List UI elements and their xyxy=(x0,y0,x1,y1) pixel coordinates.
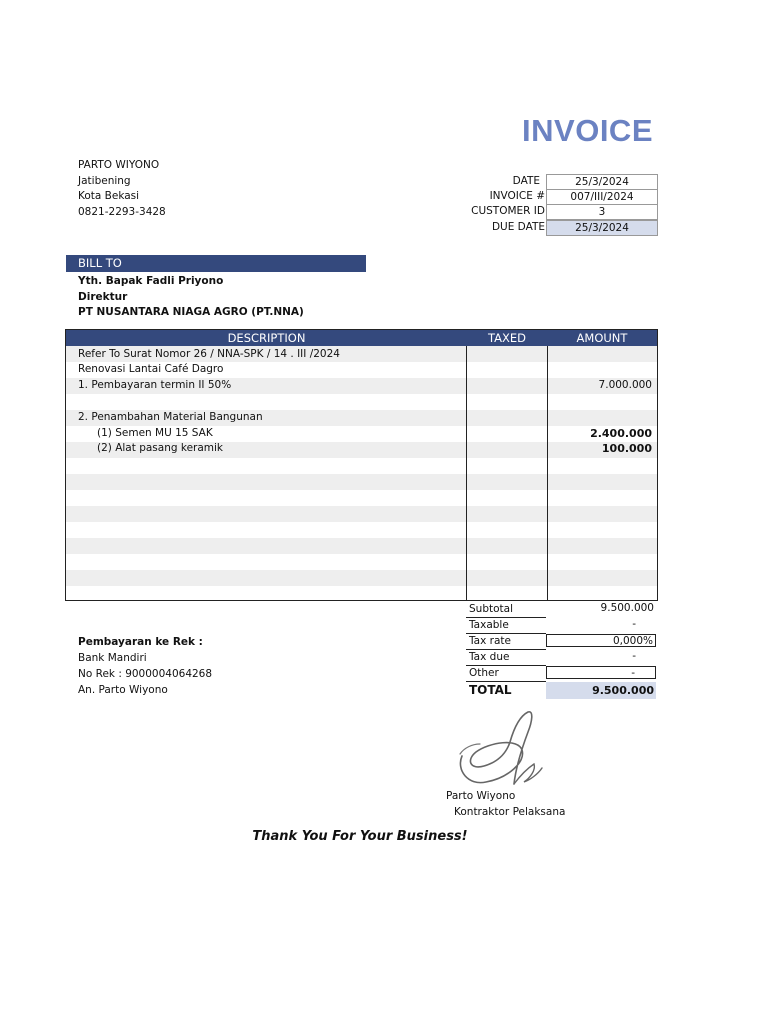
payment-bank: Bank Mandiri xyxy=(78,652,147,664)
table-header xyxy=(66,330,657,346)
invoice-title: INVOICE xyxy=(522,113,653,148)
column-divider xyxy=(466,346,467,600)
table-row-amount: 2.400.000 xyxy=(590,427,652,440)
customer-id-field: 3 xyxy=(546,204,658,220)
row-shade xyxy=(66,506,657,522)
tax-rate-value: 0,000% xyxy=(546,634,656,647)
divider xyxy=(466,681,546,682)
bill-to-header: BILL TO xyxy=(66,255,366,272)
table-row-amount: 100.000 xyxy=(601,442,652,455)
other-label: Other xyxy=(469,667,499,679)
row-shade xyxy=(66,570,657,586)
due-date-label: DUE DATE xyxy=(491,221,545,233)
payment-info xyxy=(78,634,212,698)
row-shade xyxy=(66,538,657,554)
invoice-number-label: INVOICE # xyxy=(489,190,545,202)
tax-rate-label: Tax rate xyxy=(469,635,511,647)
payment-heading: Pembayaran ke Rek : xyxy=(78,636,203,648)
sender-phone: 0821-2293-3428 xyxy=(78,205,166,218)
invoice-number-field: 007/III/2024 xyxy=(546,189,658,205)
thank-you-note: Thank You For Your Business! xyxy=(252,829,468,844)
divider xyxy=(466,649,546,650)
sender-address1: Jatibening xyxy=(78,174,131,187)
amount-header: AMOUNT xyxy=(576,331,628,345)
tax-due-label: Tax due xyxy=(469,651,510,663)
payment-account: No Rek : 9000004064268 xyxy=(78,668,213,680)
taxed-header: TAXED xyxy=(488,331,526,345)
sender-name: PARTO WIYONO xyxy=(78,159,160,171)
column-divider xyxy=(547,346,548,600)
subtotal-value: 9.500.000 xyxy=(600,602,654,614)
taxable-value: - xyxy=(632,618,636,630)
bill-to-title: Direktur xyxy=(78,291,128,303)
table-row-description: (1) Semen MU 15 SAK xyxy=(97,427,213,439)
date-label: DATE xyxy=(512,175,540,187)
table-row-description: Refer To Surat Nomor 26 / NNA-SPK / 14 . III /2024 xyxy=(78,348,340,360)
tax-due-value: - xyxy=(632,650,636,662)
divider xyxy=(466,617,546,618)
signature-image xyxy=(450,708,560,794)
description-header: DESCRIPTION xyxy=(227,331,306,345)
table-row-description: (2) Alat pasang keramik xyxy=(97,442,224,454)
table-row-amount: 7.000.000 xyxy=(598,379,652,391)
sender-block xyxy=(78,158,166,220)
subtotal-label: Subtotal xyxy=(469,603,513,615)
items-table xyxy=(65,329,658,601)
bill-to-company: PT NUSANTARA NIAGA AGRO (PT.NNA) xyxy=(78,306,304,318)
payment-holder: An. Parto Wiyono xyxy=(78,684,168,696)
signatory-role: Kontraktor Pelaksana xyxy=(454,806,566,818)
other-value: - xyxy=(546,666,656,679)
signatory-name: Parto Wiyono xyxy=(446,790,516,802)
table-row-description: 1. Pembayaran termin II 50% xyxy=(78,379,232,391)
customer-id-label: CUSTOMER ID xyxy=(471,205,545,217)
bill-to-recipient: Yth. Bapak Fadli Priyono xyxy=(78,275,224,287)
sender-address2: Kota Bekasi xyxy=(78,190,140,202)
table-row-description: 2. Penambahan Material Bangunan xyxy=(78,411,263,423)
taxable-label: Taxable xyxy=(469,619,509,631)
divider xyxy=(466,665,546,666)
total-label: TOTAL xyxy=(469,683,512,697)
total-value: 9.500.000 xyxy=(546,682,656,699)
due-date-field: 25/3/2024 xyxy=(546,220,658,236)
row-shade xyxy=(66,474,657,490)
table-row-description: Renovasi Lantai Café Dagro xyxy=(78,363,224,375)
date-field: 25/3/2024 xyxy=(546,174,658,190)
divider xyxy=(466,633,546,634)
